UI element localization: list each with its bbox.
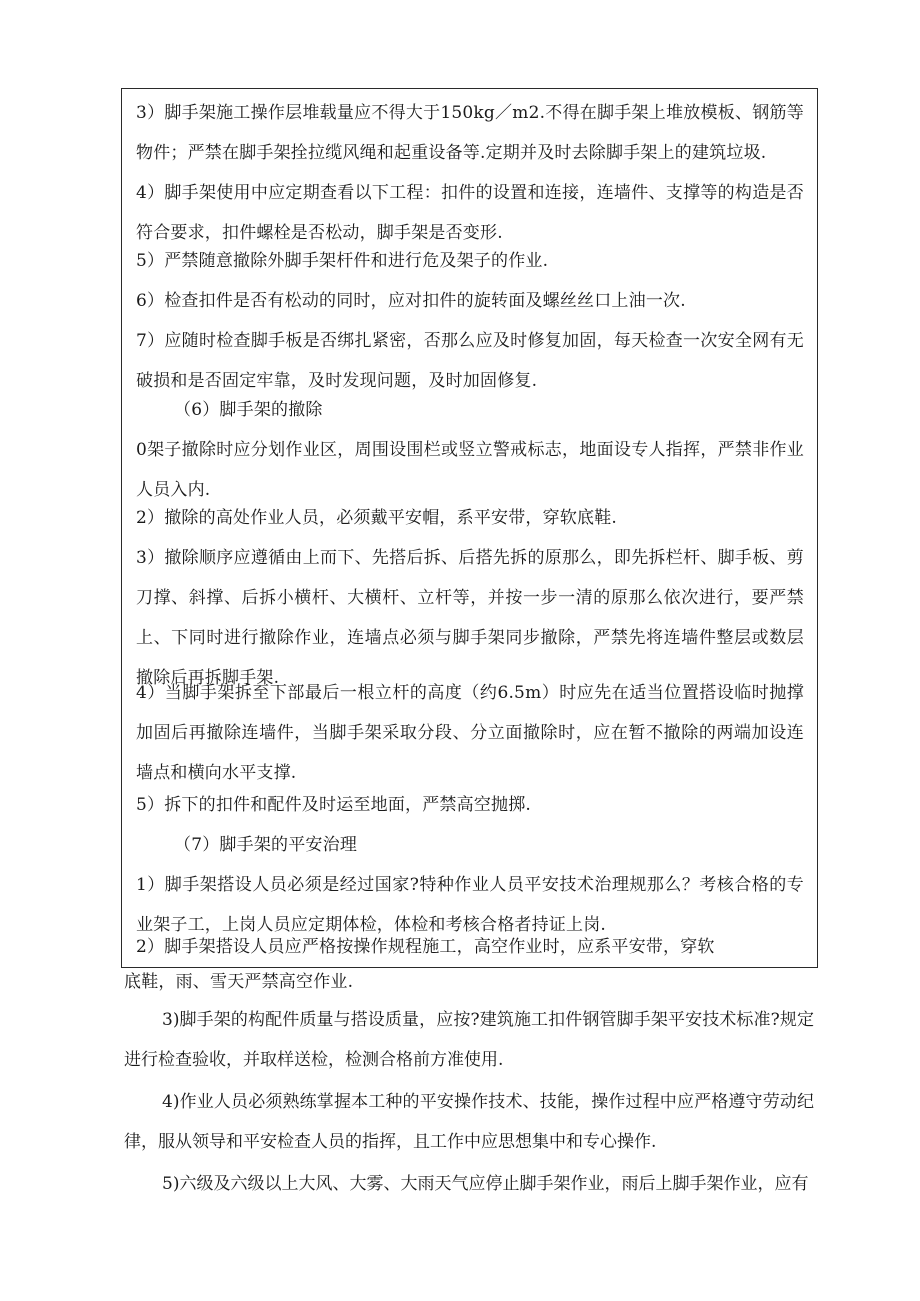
section-heading-dismantle: （6）脚手架的撤除 [174, 400, 323, 420]
paragraph-last-pole: 4）当脚手架拆至下部最后一根立杆的高度（约6.5m）时应先在适当位置搭设临时抛撑加固后再撤除连墙件，当脚手架采取分段、分立面撤除时，应在暂不撤除的两端加设连墙点和横向水平支撑. [136, 683, 804, 783]
paragraph-check-boards: 7）应随时检查脚手板是否绑扎紧密，否那么应及时修复加固，每天检查一次安全网有无破损和是否固定牢靠，及时发现问题，及时加固修复. [136, 331, 804, 391]
section-heading-safety-management: （7）脚手架的平安治理 [174, 835, 358, 855]
paragraph-dismantle-order: 3）撤除顺序应遵循由上而下、先搭后拆、后搭先拆的原那么，即先拆栏杆、脚手板、剪刀撑、斜撑、后拆小横杆、大横杆、立杆等，并按一步一清的原那么依次进行，要严禁上、下同时进行撤除作业，连墙点必须与脚手架同步撤除，严禁先将连墙件整层或数层撤除后再拆脚手架. [136, 548, 804, 688]
bordered-table-cell [121, 88, 818, 968]
paragraph-weather-stop: 5)六级及六级以上大风、大雾、大雨天气应停止脚手架作业，雨后上脚手架作业，应有 [162, 1174, 809, 1194]
paragraph-certified-workers: 1）脚手架搭设人员必须是经过国家?特种作业人员平安技术治理规那么？考核合格的专业架子工，上岗人员应定期体检，体检和考核合格者持证上岗. [136, 875, 804, 935]
paragraph-load-limit: 3）脚手架施工操作层堆载量应不得大于150kg／m2.不得在脚手架上堆放模板、钢筋等物件；严禁在脚手架拴拉缆风绳和起重设备等.定期并及时去除脚手架上的建筑垃圾. [136, 103, 804, 163]
paragraph-periodic-inspection: 4）脚手架使用中应定期查看以下工程：扣件的设置和连接，连墙件、支撑等的构造是否符合要求，扣件螺栓是否松动，脚手架是否变形. [136, 183, 804, 243]
paragraph-operating-rules: 2）脚手架搭设人员应严格按操作规程施工，高空作业时，应系平安带，穿软 [136, 937, 715, 957]
paragraph-no-removal: 5）严禁随意撤除外脚手架杆件和进行危及架子的作业. [136, 251, 549, 271]
paragraph-high-altitude-workers: 2）撤除的高处作业人员，必须戴平安帽，系平安带，穿软底鞋. [136, 508, 618, 528]
paragraph-transport-parts: 5）拆下的扣件和配件及时运至地面，严禁高空抛掷. [136, 795, 532, 815]
spill-line: 底鞋，雨、雪天严禁高空作业. [124, 972, 354, 992]
paragraph-operator-skills: 4)作业人员必须熟练掌握本工种的平安操作技术、技能，操作过程中应严格遵守劳动纪律，服从领导和平安检查人员的指挥，且工作中应思想集中和专心操作. [124, 1092, 814, 1152]
paragraph-work-zones: 0架子撤除时应分划作业区，周围设围栏或竖立警戒标志，地面设专人指挥，严禁非作业人员入内. [136, 440, 804, 500]
paragraph-oil-fasteners: 6）检查扣件是否有松动的同时，应对扣件的旋转面及螺丝丝口上油一次. [136, 291, 686, 311]
paragraph-quality-acceptance: 3)脚手架的构配件质量与搭设质量，应按?建筑施工扣件钢管脚手架平安技术标准?规定进行检查验收，并取样送检，检测合格前方准使用. [124, 1010, 814, 1070]
